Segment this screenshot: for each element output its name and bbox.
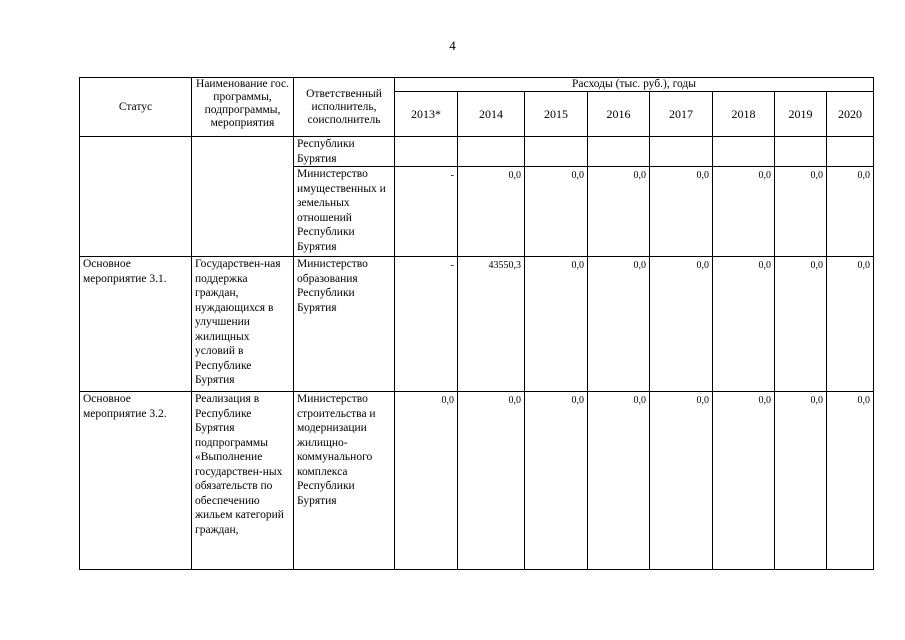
value-cell: 0,0 [525,392,588,570]
value-cell: 0,0 [650,167,713,257]
year-header: 2014 [458,92,525,137]
executor-cell: Министерство образования Республики Бурятия [294,257,395,392]
value-cell: 0,0 [713,167,775,257]
value-cell: 0,0 [827,392,874,570]
value-cell: 0,0 [588,257,650,392]
year-header: 2019 [775,92,827,137]
header-row [80,78,874,92]
year-header: 2020 [827,92,874,137]
value-cell: 0,0 [588,167,650,257]
value-cell: 0,0 [588,392,650,570]
value-cell: 0,0 [650,392,713,570]
header-executor: Ответственный исполнитель, соисполнитель [294,78,395,137]
value-cell [525,137,588,167]
header-program: Наименование гос. программы, подпрограммы, мероприятия [192,78,294,137]
header-status: Статус [80,78,192,137]
program-cell: Государствен-ная поддержка граждан, нуждающихся в улучшении жилищных условий в Республике Бурятия [192,257,294,392]
value-cell: 0,0 [827,257,874,392]
value-cell [775,137,827,167]
program-cell [192,137,294,257]
status-cell: Основное мероприятие 3.1. [80,257,192,392]
year-header: 2017 [650,92,713,137]
status-cell [80,137,192,257]
value-cell [713,137,775,167]
executor-cell: Министерство строительства и модернизации жилищно-коммунального комплекса Республики Бурятия [294,392,395,570]
page-number: 4 [449,38,456,53]
value-cell: 0,0 [525,257,588,392]
executor-cell: Министерство имущественных и земельных отношений Республики Бурятия [294,167,395,257]
value-cell: 0,0 [775,392,827,570]
program-cell: Реализация в Республике Бурятия подпрограммы «Выполнение государствен-ных обязательств по обеспечению жильем категорий граждан, [192,392,294,570]
year-header: 2016 [588,92,650,137]
expenses-table [79,77,874,570]
value-cell: 0,0 [775,257,827,392]
value-cell: 0,0 [458,167,525,257]
table-row [80,392,874,570]
value-cell [395,137,458,167]
value-cell: 0,0 [458,392,525,570]
value-cell: - [395,257,458,392]
value-cell [650,137,713,167]
table-row [80,257,874,392]
value-cell: 0,0 [395,392,458,570]
value-cell [827,137,874,167]
value-cell: 43550,3 [458,257,525,392]
value-cell [458,137,525,167]
header-expenses: Расходы (тыс. руб.), годы [395,78,874,92]
year-header: 2013* [395,92,458,137]
value-cell: 0,0 [775,167,827,257]
executor-cell: Республики Бурятия [294,137,395,167]
year-header: 2018 [713,92,775,137]
status-cell: Основное мероприятие 3.2. [80,392,192,570]
table-row [80,137,874,167]
value-cell [588,137,650,167]
year-header: 2015 [525,92,588,137]
value-cell: 0,0 [827,167,874,257]
value-cell: - [395,167,458,257]
value-cell: 0,0 [713,257,775,392]
value-cell: 0,0 [713,392,775,570]
value-cell: 0,0 [650,257,713,392]
value-cell: 0,0 [525,167,588,257]
